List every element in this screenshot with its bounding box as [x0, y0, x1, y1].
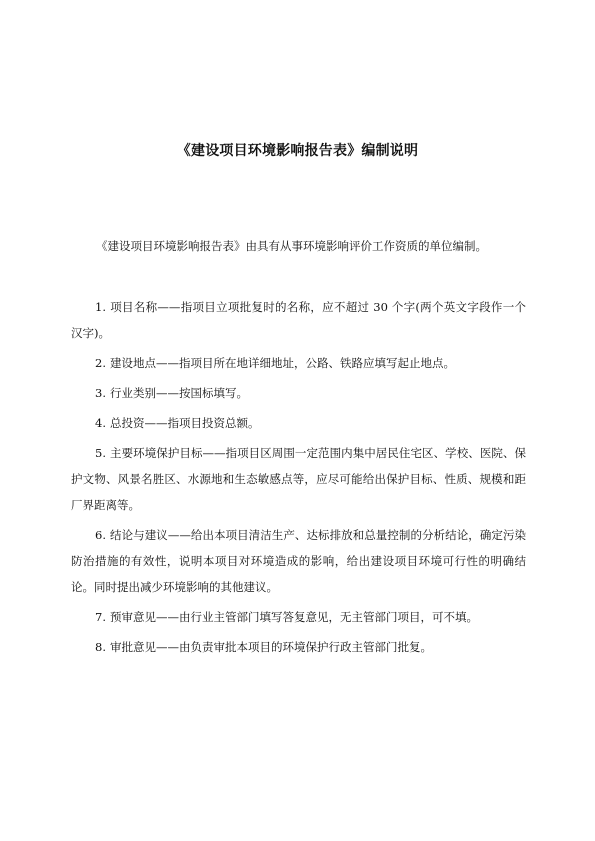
item-text: 审批意见——由负责审批本项目的环境保护行政主管部门批复。: [109, 640, 432, 654]
instruction-list: [71, 294, 526, 664]
item-text: 总投资——指项目投资总额。: [109, 416, 260, 430]
item-number: 7.: [95, 610, 106, 624]
item-number: 6.: [95, 528, 106, 542]
item-number: 4.: [95, 416, 106, 430]
item-text: 主要环境保护目标——指项目区周围一定范围内集中居民住宅区、学校、医院、保护文物、风景名胜区、水源地和生态敏感点等，应尽可能给出保护目标、性质、规模和距厂界距离等。: [71, 446, 526, 512]
item-number: 3.: [95, 386, 106, 400]
item-number: 5.: [95, 446, 106, 460]
list-item: [71, 294, 526, 346]
item-text: 行业类别——按国标填写。: [109, 386, 248, 400]
list-item: [71, 350, 526, 376]
item-text: 预审意见——由行业主管部门填写答复意见，无主管部门项目，可不填。: [109, 610, 478, 624]
intro-paragraph: 《建设项目环境影响报告表》由具有从事环境影响评价工作资质的单位编制。: [96, 239, 487, 253]
item-number: 2.: [95, 356, 106, 370]
page-title: 《建设项目环境影响报告表》编制说明: [176, 143, 419, 159]
list-item: [71, 604, 526, 630]
list-item: [71, 522, 526, 600]
item-text: 项目名称——指项目立项批复时的名称，应不超过 30 个字(两个英文字段作一个汉字)。: [71, 300, 526, 340]
list-item: [71, 380, 526, 406]
list-item: [71, 440, 526, 518]
list-item: [71, 410, 526, 436]
item-number: 1.: [95, 300, 106, 314]
item-text: 结论与建议——给出本项目清洁生产、达标排放和总量控制的分析结论，确定污染防治措施的有效性，说明本项目对环境造成的影响，给出建设项目环境可行性的明确结论。同时提出减少环境影响的其他建议。: [71, 528, 526, 594]
item-text: 建设地点——指项目所在地详细地址，公路、铁路应填写起止地点。: [109, 356, 455, 370]
list-item: [71, 634, 526, 660]
item-number: 8.: [95, 640, 106, 654]
